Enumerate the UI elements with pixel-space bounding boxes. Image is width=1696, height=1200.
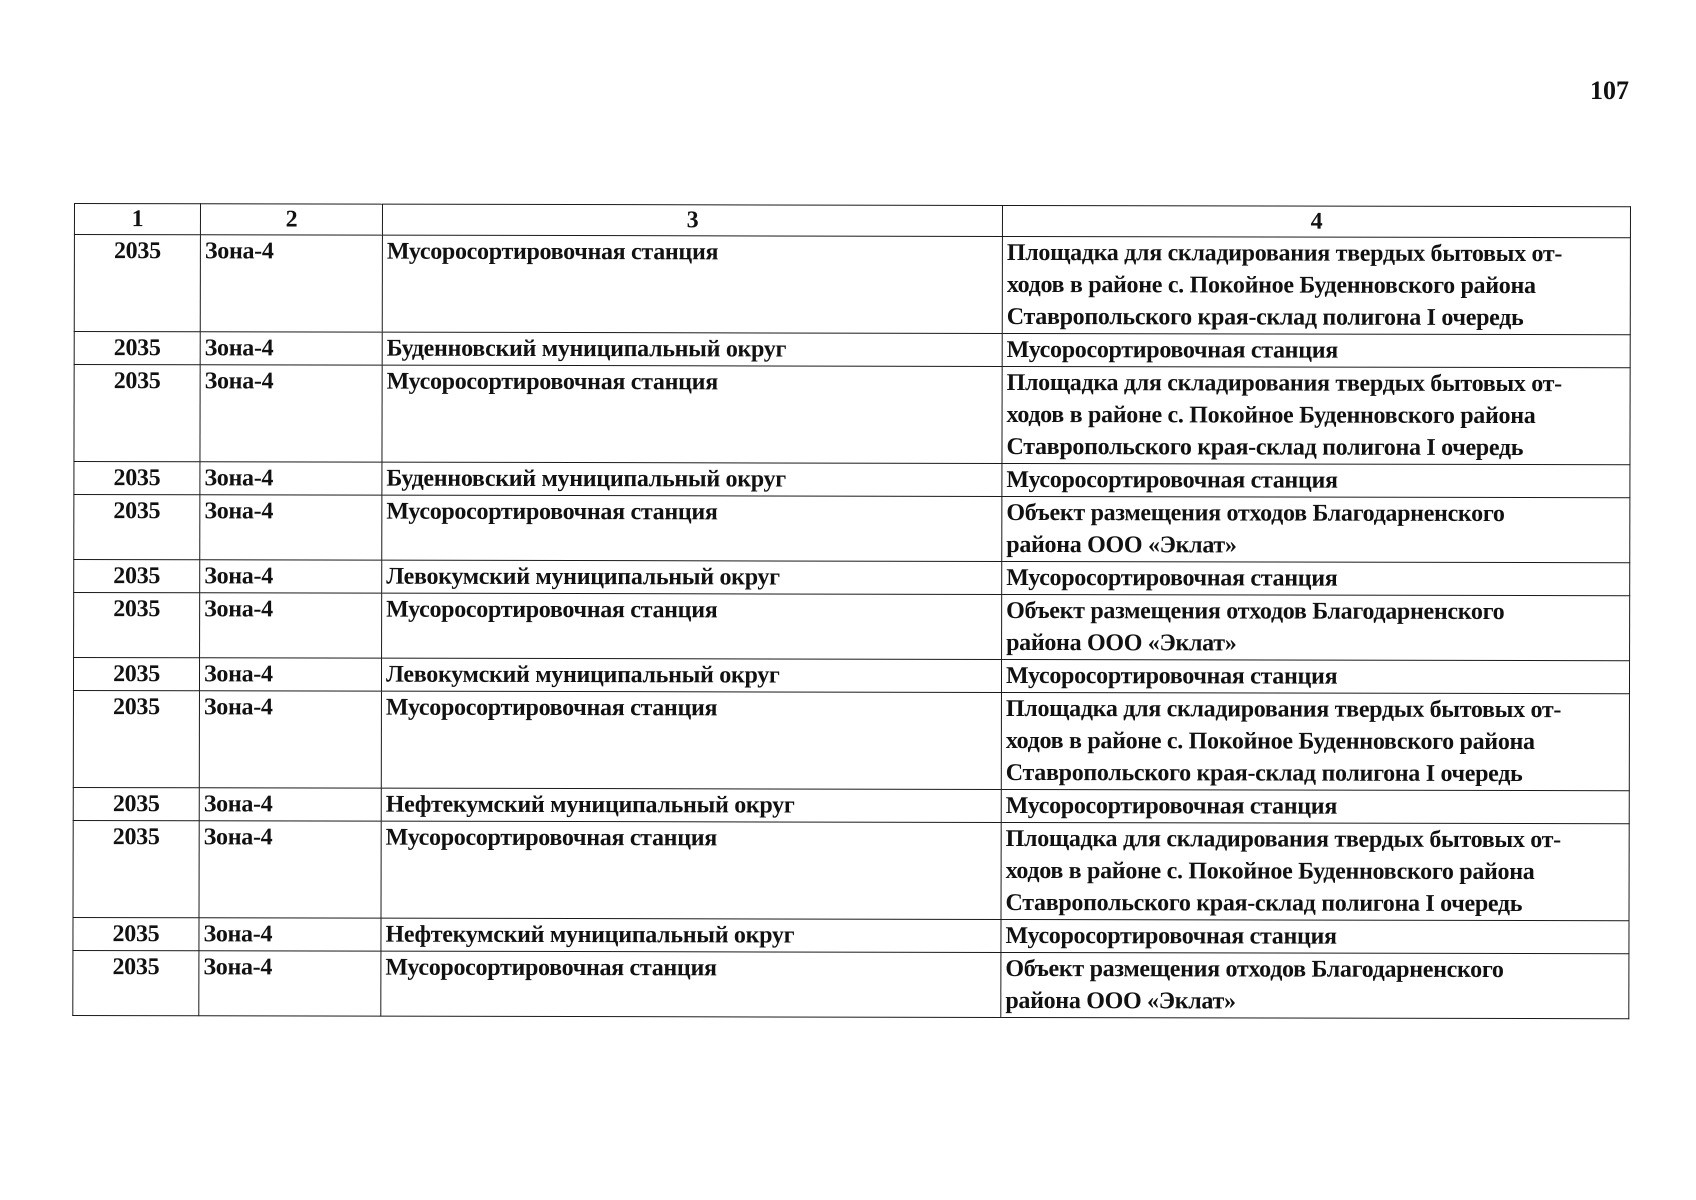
- year-cell: 2035: [73, 917, 199, 950]
- table-row: [73, 820, 1629, 920]
- year-cell: 2035: [73, 820, 199, 917]
- source-cell: Левокумский муниципальный округ: [382, 560, 1002, 594]
- destination-line: Объект размещения отходов Благодарненского: [1005, 955, 1504, 983]
- column-header-2: 2: [200, 204, 382, 235]
- zone-cell: Зона-4: [199, 918, 381, 951]
- zone-cell: Зона-4: [200, 332, 382, 365]
- table-row: [73, 691, 1629, 791]
- zone-cell: Зона-4: [199, 691, 381, 788]
- table-row: [73, 917, 1629, 953]
- zone-cell: Зона-4: [200, 462, 382, 495]
- year-cell: 2035: [73, 691, 199, 788]
- column-header-4: 4: [1002, 205, 1630, 237]
- destination-line: Ставропольского края-склад полигона I очередь: [1005, 889, 1523, 918]
- year-cell: 2035: [73, 658, 199, 691]
- destination-cell: [1001, 952, 1629, 1018]
- year-cell: 2035: [74, 365, 200, 462]
- table-row: [74, 365, 1630, 465]
- table-row: [74, 235, 1630, 335]
- year-cell: 2035: [74, 495, 200, 560]
- table-row: [74, 495, 1630, 563]
- destination-line: Мусоросортировочная станция: [1006, 564, 1338, 592]
- source-cell: Мусоросортировочная станция: [382, 495, 1002, 561]
- destination-line: Объект размещения отходов Благодарненского: [1006, 597, 1505, 625]
- zone-cell: Зона-4: [199, 951, 381, 1016]
- destination-line: ходов в районе с. Покойное Буденновского района: [1006, 271, 1536, 300]
- destination-line: района ООО «Эклат»: [1006, 629, 1237, 657]
- table-row: [73, 950, 1629, 1018]
- destination-line: района ООО «Эклат»: [1006, 531, 1237, 559]
- destination-line: Объект размещения отходов Благодарненского: [1006, 499, 1505, 527]
- destination-cell: [1002, 561, 1630, 595]
- year-cell: 2035: [73, 950, 199, 1015]
- column-header-3: 3: [382, 204, 1002, 236]
- source-cell: Нефтекумский муниципальный округ: [381, 918, 1001, 952]
- table-row: [74, 560, 1630, 596]
- destination-line: ходов в районе с. Покойное Буденновского района: [1006, 401, 1536, 430]
- source-cell: Мусоросортировочная станция: [381, 821, 1001, 919]
- destination-cell: [1001, 789, 1629, 823]
- destination-line: Ставропольского края-склад полигона I очередь: [1005, 759, 1523, 788]
- table-body: [73, 235, 1631, 1019]
- destination-line: Ставропольского края-склад полигона I очередь: [1006, 433, 1524, 462]
- destination-line: Мусоросортировочная станция: [1005, 792, 1338, 820]
- zone-cell: Зона-4: [199, 658, 381, 691]
- zone-cell: Зона-4: [200, 495, 382, 560]
- zone-cell: Зона-4: [200, 593, 382, 658]
- year-cell: 2035: [74, 462, 200, 495]
- zone-cell: Зона-4: [199, 821, 381, 918]
- destination-cell: [1002, 496, 1630, 562]
- table-row: [74, 593, 1630, 661]
- table-header-row: [74, 204, 1630, 238]
- source-cell: Мусоросортировочная станция: [381, 951, 1001, 1017]
- zone-cell: Зона-4: [200, 560, 382, 593]
- destination-line: Площадка для складирования твердых бытовых от-: [1005, 825, 1561, 854]
- table-row: [74, 462, 1630, 498]
- table-row: [73, 787, 1629, 823]
- page-number: 107: [1590, 76, 1629, 105]
- destination-cell: [1001, 822, 1629, 920]
- source-cell: Мусоросортировочная станция: [381, 691, 1001, 789]
- source-cell: Левокумский муниципальный округ: [381, 658, 1001, 692]
- source-cell: Нефтекумский муниципальный округ: [381, 788, 1001, 822]
- year-cell: 2035: [74, 332, 200, 365]
- destination-line: Площадка для складирования твердых бытовых от-: [1006, 369, 1562, 398]
- destination-cell: [1001, 919, 1629, 953]
- zone-cell: Зона-4: [200, 235, 382, 332]
- source-cell: Мусоросортировочная станция: [382, 365, 1002, 463]
- destination-cell: [1002, 333, 1630, 367]
- year-cell: 2035: [74, 560, 200, 593]
- destination-line: ходов в районе с. Покойное Буденновского района: [1005, 727, 1535, 756]
- table-row: [73, 658, 1629, 694]
- column-header-1: 1: [74, 204, 200, 235]
- year-cell: 2035: [74, 235, 200, 332]
- destination-line: Мусоросортировочная станция: [1006, 466, 1338, 494]
- routes-table: [72, 203, 1631, 1019]
- year-cell: 2035: [74, 593, 200, 658]
- destination-cell: [1001, 692, 1629, 790]
- destination-line: Площадка для складирования твердых бытовых от-: [1006, 239, 1563, 268]
- destination-cell: [1001, 659, 1629, 693]
- source-cell: Буденновский муниципальный округ: [382, 462, 1002, 496]
- destination-cell: [1002, 594, 1630, 660]
- destination-line: Мусоросортировочная станция: [1005, 922, 1337, 950]
- source-cell: Мусоросортировочная станция: [382, 593, 1002, 659]
- destination-line: ходов в районе с. Покойное Буденновского района: [1005, 857, 1535, 886]
- destination-line: Мусоросортировочная станция: [1005, 662, 1338, 690]
- destination-cell: [1002, 366, 1630, 464]
- destination-cell: [1002, 236, 1630, 334]
- destination-line: Площадка для складирования твердых бытовых от-: [1005, 695, 1562, 724]
- zone-cell: Зона-4: [200, 365, 382, 462]
- destination-cell: [1002, 463, 1630, 497]
- destination-line: Ставропольского края-склад полигона I очередь: [1006, 303, 1524, 332]
- zone-cell: Зона-4: [199, 788, 381, 821]
- destination-line: Мусоросортировочная станция: [1006, 336, 1339, 364]
- table-row: [74, 332, 1630, 368]
- source-cell: Буденновский муниципальный округ: [382, 332, 1002, 366]
- source-cell: Мусоросортировочная станция: [382, 235, 1002, 333]
- destination-line: района ООО «Эклат»: [1005, 987, 1236, 1015]
- year-cell: 2035: [73, 787, 199, 820]
